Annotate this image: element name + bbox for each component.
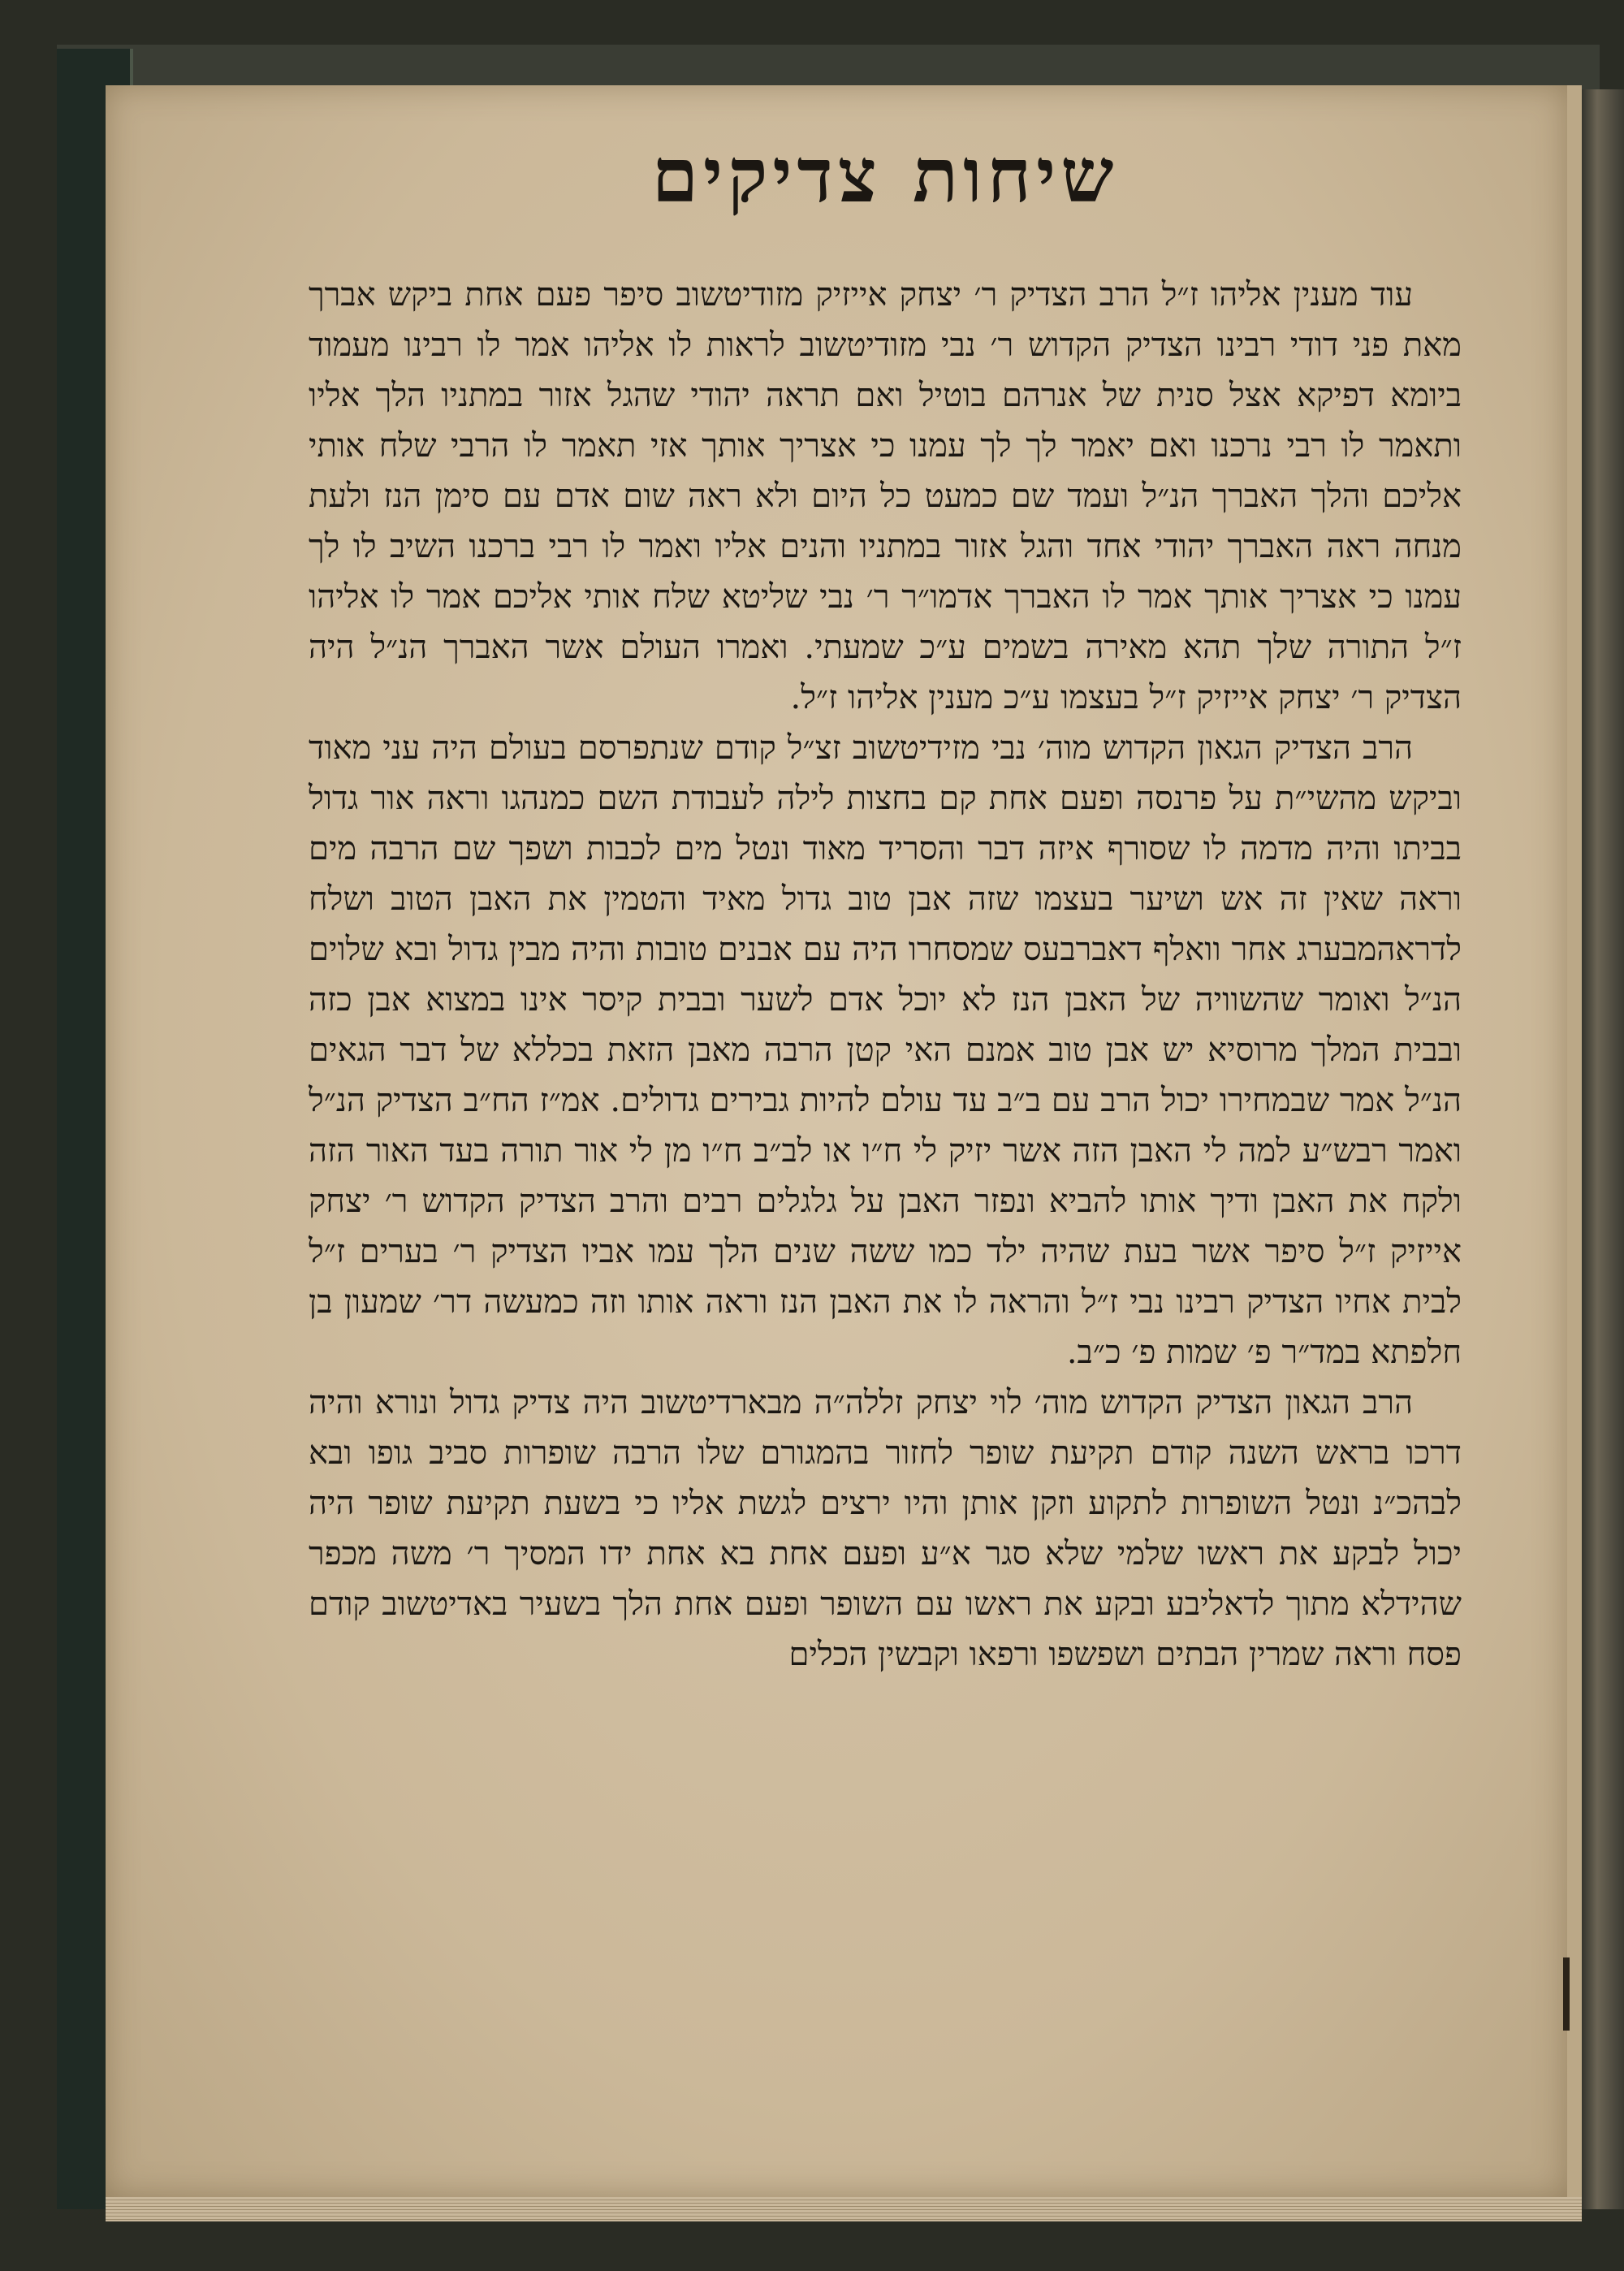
paragraph-1: עוד מענין אליהו ז״ל הרב הצדיק ר׳ יצחק אייזיק מזודיטשוב סיפר פעם אחת ביקש אברך מאת פני דודי רבינו הצדיק הקדוש ר׳ נבי מזודיטשוב לראות לו אליהו אמר לו רבינו מעמוד ביומא דפיקא אצל סנית של אנרהם בוטיל ואם תראה יהודי שהגל אזור במתניו הלך אליו ותאמר לו רבי נרכנו ואם יאמר לך לך עמנו כי אצריך אותך אזי תאמר לו הרבי שלח אותי אליכם והלך האברך הנ״ל ועמד שם כמעט כל היום ולא ראה שום אדם עם סימן הנז ולעת מנחה ראה האברך יהודי אחד והגל אזור במתניו והנים אליו ואמר לו רבי ברכנו השיב לו לך עמנו כי אצריך אותך אמר לו האברך אדמו״ר ר׳ נבי שליטא שלח אותי אליכם אמר לו אליהו ז״ל התורה שלך תהא מאירה בשמים ע״כ שמעתי. ואמרו העולם אשר האברך הנ״ל היה הצדיק ר׳ יצחק אייזיק ז״ל בעצמו ע״כ מענין אליהו ז״ל. (309, 276, 1462, 716)
book-spine-right (1579, 89, 1624, 2209)
paragraph-2: הרב הצדיק הגאון הקדוש מוה׳ נבי מזידיטשוב זצ״ל קודם שנתפרסם בעולם היה עני מאוד וביקש מהשי״ת על פרנסה ופעם אחת קם בחצות לילה לעבודת השם כמנהגו וראה אור גדול בביתו והיה מדמה לו שסורף איזה דבר והסריד מאוד ונטל מים לכבות ושפך שם הרבה מים וראה שאין זה אש ושיער בעצמו שזה אבן טוב גדול מאיד והטמין את האבן הטוב ושלח לדראהמבערג אחר וואלף דאברבעס שמסחרו היה עם אבנים טובות והיה מבין גדול ובא שלוים הנ״ל ואומר שהשוויה של האבן הנז לא יוכל אדם לשער ובבית קיסר אינו במצוא אבן כזה ובבית המלך מרוסיא יש אבן טוב אמנם האי קטן הרבה מאבן הזאת בכללא של דבר הגאים הנ״ל אמר שבמחירו יכול הרב עם ב״ב עד עולם להיות גבירים גדולים. אמ״ז הח״ב הצדיק הנ״ל ואמר רבש״ע למה לי האבן הזה אשר יזיק לי ח״ו או לב״ב ח״ו מן לי אור תורה בעד האור הזה ולקח את האבן ודיך אותו להביא ונפזר האבן על גלגלים רבים והרב הצדיק הקדוש ר׳ יצחק אייזיק ז״ל סיפר אשר בעת שהיה ילד כמו ששה שנים הלך עמו אביו הצדיק ר׳ בערים ז״ל לבית אחיו הצדיק רבינו נבי ז״ל והראה לו את האבן הנז וראה אותו וזה כמעשה דר׳ שמעון בן חלפתא במד״ר פ׳ שמות פ׳ כ״ב. (309, 729, 1462, 1371)
page-title: שיחות צדיקים (651, 132, 1119, 219)
page-text (309, 132, 1462, 1680)
bookmark-tab (1563, 1957, 1570, 2031)
paragraph-3: הרב הגאון הצדיק הקדוש מוה׳ לוי יצחק זללה״ה מבארדיטשוב היה צדיק גדול ונורא והיה דרכו בראש השנה קודם תקיעת שופר לחזור בהמגורם שלו הרבה שופרות סביב גופו ובא לבהכ״נ ונטל השופרות לתקוע וזקן אותן והיו ירצים לגשת אליו כי בשעת תקיעת שופר היה יכול לבקע את ראשו שלמי שלא סגר א״ע ופעם אחת בא אחת ידו המסיך ר׳ משה מכפר שהידלא מתוך לדאליבע ובקע את ראשו עם השופר ופעם אחת הלך בשעיר באדיטשוב קודם פסח וראה שמרין הבתים ושפשפו ורפאו וקבשין הכלים (309, 1384, 1462, 1673)
page-edges (106, 2197, 1582, 2221)
